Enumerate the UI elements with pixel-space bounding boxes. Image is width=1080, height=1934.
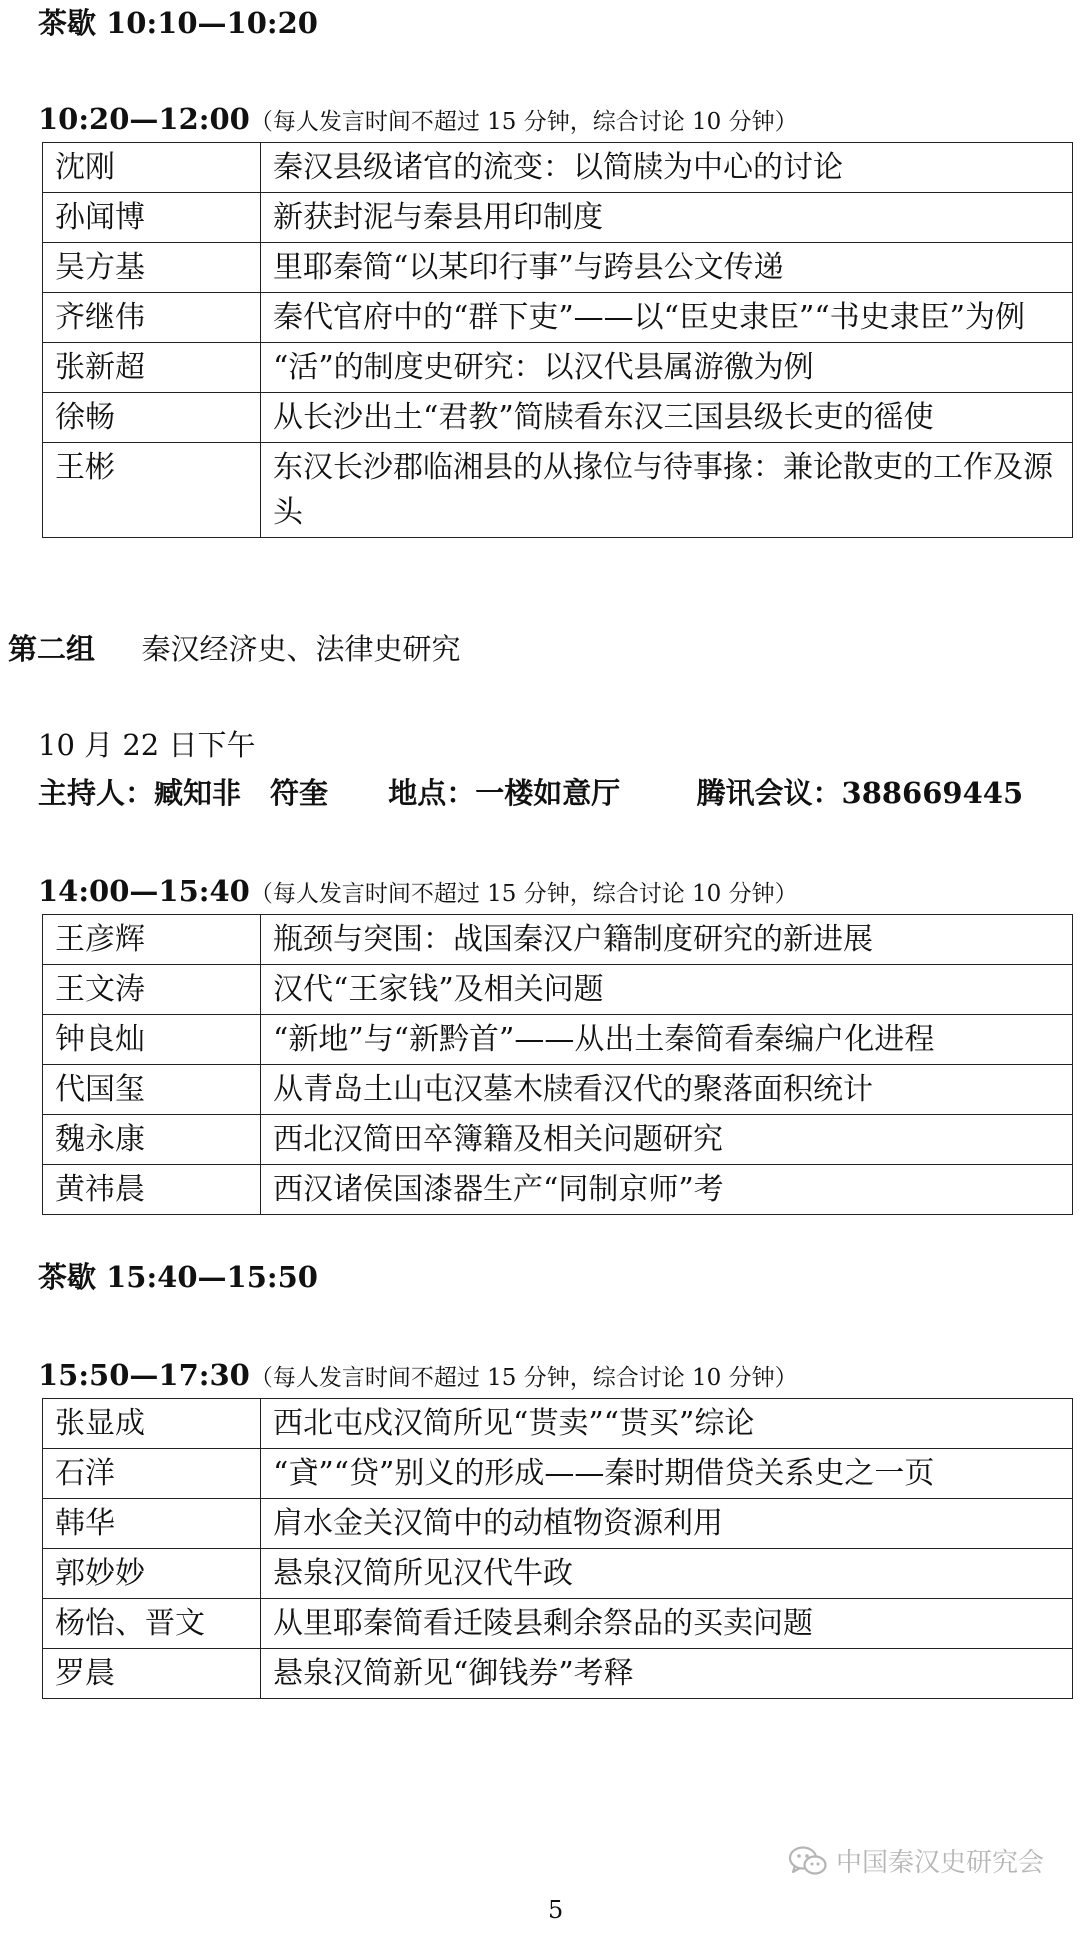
- table-row: [43, 1015, 1073, 1065]
- speaker-cell: 孙闻博: [43, 193, 261, 243]
- wechat-icon: [788, 1845, 828, 1877]
- speaker-cell: 魏永康: [43, 1115, 261, 1165]
- session-2-header: [38, 872, 798, 913]
- table-row: [43, 1165, 1073, 1215]
- table-row: [43, 443, 1073, 538]
- tea-break-time: 15:40—15:50: [106, 1260, 318, 1294]
- session-time: 14:00—15:40: [38, 874, 250, 908]
- table-row: [43, 1449, 1073, 1499]
- topic-cell: 东汉长沙郡临湘县的从掾位与待事掾：兼论散吏的工作及源头: [261, 443, 1073, 538]
- session-note: （每人发言时间不超过 15 分钟，综合讨论 10 分钟）: [249, 109, 798, 135]
- session-1-header: [38, 100, 798, 141]
- session-note: （每人发言时间不超过 15 分钟，综合讨论 10 分钟）: [249, 881, 798, 907]
- speaker-cell: 王彦辉: [43, 915, 261, 965]
- tea-break-label: 茶歇: [38, 6, 97, 40]
- tea-break-label: 茶歇: [38, 1260, 97, 1294]
- topic-cell: 悬泉汉简新见“御钱券”考释: [261, 1649, 1073, 1699]
- speaker-cell: 黄祎晨: [43, 1165, 261, 1215]
- session-1-table: [42, 142, 1073, 538]
- topic-cell: 里耶秦简“以某印行事”与跨县公文传递: [261, 243, 1073, 293]
- group-info-line: [38, 774, 1023, 812]
- table-row: [43, 393, 1073, 443]
- speaker-cell: 徐畅: [43, 393, 261, 443]
- topic-cell: “貣”“贷”别义的形成——秦时期借贷关系史之一页: [261, 1449, 1073, 1499]
- table-row: [43, 965, 1073, 1015]
- page-number: 5: [548, 1896, 564, 1924]
- session-2-table: [42, 914, 1073, 1215]
- speaker-cell: 吴方基: [43, 243, 261, 293]
- speaker-cell: 张新超: [43, 343, 261, 393]
- group-2-title: [8, 630, 460, 668]
- location: 一楼如意厅: [475, 776, 621, 810]
- hosts: 臧知非 符奎: [154, 776, 329, 810]
- watermark: [788, 1842, 1044, 1879]
- topic-cell: 西北屯戍汉简所见“贳卖”“贳买”综论: [261, 1399, 1073, 1449]
- topic-cell: 悬泉汉简所见汉代牛政: [261, 1549, 1073, 1599]
- speaker-cell: 齐继伟: [43, 293, 261, 343]
- speaker-cell: 杨怡、晋文: [43, 1599, 261, 1649]
- topic-cell: 汉代“王家钱”及相关问题: [261, 965, 1073, 1015]
- location-label: 地点：: [388, 776, 476, 810]
- topic-cell: 西汉诸侯国漆器生产“同制京师”考: [261, 1165, 1073, 1215]
- table-row: [43, 1115, 1073, 1165]
- table-row: [43, 1599, 1073, 1649]
- tea-break-time: 10:10—10:20: [106, 6, 318, 40]
- topic-cell: 肩水金关汉简中的动植物资源利用: [261, 1499, 1073, 1549]
- speaker-cell: 郭妙妙: [43, 1549, 261, 1599]
- topic-cell: 西北汉简田卒簿籍及相关问题研究: [261, 1115, 1073, 1165]
- topic-cell: “新地”与“新黔首”——从出土秦简看秦编户化进程: [261, 1015, 1073, 1065]
- table-row: [43, 1499, 1073, 1549]
- watermark-text: 中国秦汉史研究会: [836, 1848, 1045, 1878]
- topic-cell: 从青岛土山屯汉墓木牍看汉代的聚落面积统计: [261, 1065, 1073, 1115]
- session-time: 10:20—12:00: [38, 102, 250, 136]
- meeting-label: 腾讯会议：: [696, 776, 842, 810]
- table-row: [43, 1549, 1073, 1599]
- speaker-cell: 王文涛: [43, 965, 261, 1015]
- table-row: [43, 915, 1073, 965]
- speaker-cell: 石洋: [43, 1449, 261, 1499]
- speaker-cell: 张显成: [43, 1399, 261, 1449]
- host-label: 主持人：: [38, 776, 155, 810]
- session-3-table: [42, 1398, 1073, 1699]
- speaker-cell: 韩华: [43, 1499, 261, 1549]
- topic-cell: 从里耶秦简看迁陵县剩余祭品的买卖问题: [261, 1599, 1073, 1649]
- topic-cell: 秦代官府中的“群下吏”——以“臣史隶臣”“书史隶臣”为例: [261, 293, 1073, 343]
- session-3-header: [38, 1356, 798, 1397]
- table-row: [43, 343, 1073, 393]
- session-note: （每人发言时间不超过 15 分钟，综合讨论 10 分钟）: [249, 1365, 798, 1391]
- speaker-cell: 罗晨: [43, 1649, 261, 1699]
- table-row: [43, 1065, 1073, 1115]
- speaker-cell: 钟良灿: [43, 1015, 261, 1065]
- tea-break-1: [38, 4, 318, 42]
- session-time: 15:50—17:30: [38, 1358, 250, 1392]
- speaker-cell: 代国玺: [43, 1065, 261, 1115]
- table-row: [43, 143, 1073, 193]
- topic-cell: 新获封泥与秦县用印制度: [261, 193, 1073, 243]
- topic-cell: 秦汉县级诸官的流变：以简牍为中心的讨论: [261, 143, 1073, 193]
- topic-cell: “活”的制度史研究：以汉代县属游徼为例: [261, 343, 1073, 393]
- group-subtitle: 秦汉经济史、法律史研究: [141, 632, 461, 666]
- meeting-id: 388669445: [841, 776, 1024, 810]
- speaker-cell: 王彬: [43, 443, 261, 538]
- table-row: [43, 293, 1073, 343]
- table-row: [43, 1399, 1073, 1449]
- topic-cell: 从长沙出土“君教”简牍看东汉三国县级长吏的徭使: [261, 393, 1073, 443]
- speaker-cell: 沈刚: [43, 143, 261, 193]
- group-label: 第二组: [8, 632, 96, 666]
- table-row: [43, 243, 1073, 293]
- table-row: [43, 1649, 1073, 1699]
- topic-cell: 瓶颈与突围：战国秦汉户籍制度研究的新进展: [261, 915, 1073, 965]
- group-date: 10 月 22 日下午: [38, 728, 256, 762]
- table-row: [43, 193, 1073, 243]
- tea-break-2: [38, 1258, 318, 1296]
